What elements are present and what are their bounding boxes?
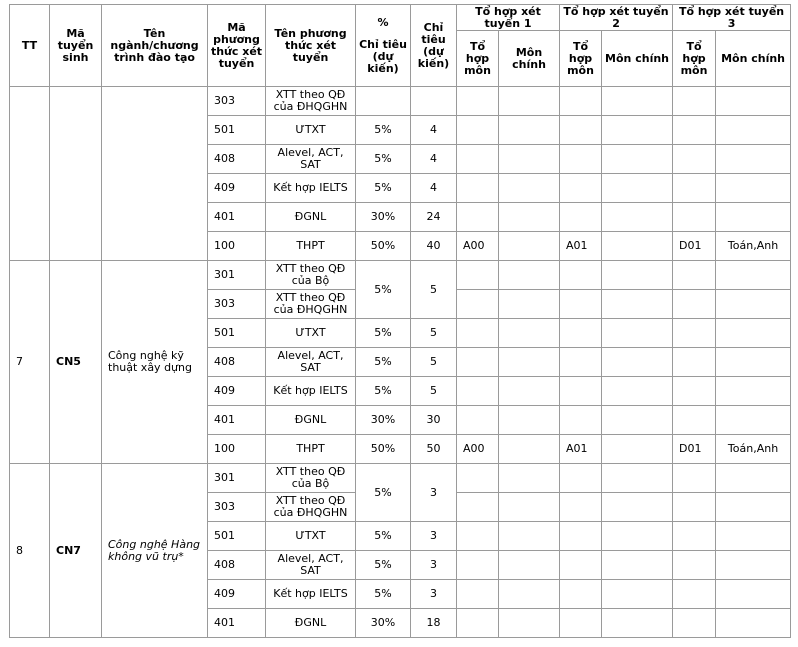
method-name: ĐGNL bbox=[266, 406, 356, 435]
header-to-hop-mon-3: Tổ hợp môn bbox=[673, 31, 716, 87]
header-to-hop-mon-1: Tổ hợp môn bbox=[457, 31, 499, 87]
method-pct: 5% bbox=[356, 522, 411, 551]
to-hop-mon-1 bbox=[457, 609, 499, 638]
mon-chinh-2 bbox=[602, 464, 673, 493]
method-pct: 50% bbox=[356, 232, 411, 261]
method-quota: 3 bbox=[411, 551, 457, 580]
method-pct: 5% bbox=[356, 319, 411, 348]
mon-chinh-3 bbox=[716, 203, 791, 232]
mon-chinh-1 bbox=[499, 551, 560, 580]
to-hop-mon-3 bbox=[673, 145, 716, 174]
header-tt: TT bbox=[10, 5, 50, 87]
table-row bbox=[10, 261, 791, 290]
method-quota: 18 bbox=[411, 609, 457, 638]
method-code: 409 bbox=[208, 174, 266, 203]
method-code: 401 bbox=[208, 609, 266, 638]
to-hop-mon-1 bbox=[457, 87, 499, 116]
mon-chinh-2 bbox=[602, 116, 673, 145]
to-hop-mon-2 bbox=[560, 493, 602, 522]
mon-chinh-3 bbox=[716, 348, 791, 377]
mon-chinh-1 bbox=[499, 116, 560, 145]
method-name: Alevel, ACT, SAT bbox=[266, 145, 356, 174]
method-code: 409 bbox=[208, 377, 266, 406]
to-hop-mon-3 bbox=[673, 290, 716, 319]
header-to-hop-1: Tổ hợp xét tuyển 1 bbox=[457, 5, 560, 31]
to-hop-mon-1 bbox=[457, 203, 499, 232]
header-ma-tuyen-sinh: Mã tuyển sinh bbox=[50, 5, 102, 87]
to-hop-mon-1 bbox=[457, 377, 499, 406]
to-hop-mon-1 bbox=[457, 174, 499, 203]
to-hop-mon-2 bbox=[560, 290, 602, 319]
to-hop-mon-2 bbox=[560, 522, 602, 551]
mon-chinh-2 bbox=[602, 87, 673, 116]
program-name: Công nghệ kỹ thuật xây dựng bbox=[102, 261, 208, 464]
method-quota: 5 bbox=[411, 319, 457, 348]
method-name: Kết hợp IELTS bbox=[266, 580, 356, 609]
method-code: 301 bbox=[208, 261, 266, 290]
to-hop-mon-1 bbox=[457, 319, 499, 348]
mon-chinh-2 bbox=[602, 319, 673, 348]
to-hop-mon-1 bbox=[457, 464, 499, 493]
to-hop-mon-2: A01 bbox=[560, 232, 602, 261]
to-hop-mon-1 bbox=[457, 522, 499, 551]
to-hop-mon-2 bbox=[560, 145, 602, 174]
method-code: 303 bbox=[208, 290, 266, 319]
method-pct: 5% bbox=[356, 377, 411, 406]
method-quota: 5 bbox=[411, 377, 457, 406]
method-name: Kết hợp IELTS bbox=[266, 174, 356, 203]
method-pct: 5% bbox=[356, 116, 411, 145]
header-to-hop-2: Tổ hợp xét tuyển 2 bbox=[560, 5, 673, 31]
method-quota: 4 bbox=[411, 145, 457, 174]
method-pct: 5% bbox=[356, 174, 411, 203]
mon-chinh-2 bbox=[602, 348, 673, 377]
method-name: XTT theo QĐ của ĐHQGHN bbox=[266, 87, 356, 116]
mon-chinh-1 bbox=[499, 406, 560, 435]
method-name: ĐGNL bbox=[266, 203, 356, 232]
method-code: 409 bbox=[208, 580, 266, 609]
header-chi-tieu: Chỉ tiêu (dự kiến) bbox=[411, 5, 457, 87]
mon-chinh-2 bbox=[602, 232, 673, 261]
mon-chinh-3 bbox=[716, 116, 791, 145]
to-hop-mon-1: A00 bbox=[457, 435, 499, 464]
mon-chinh-3 bbox=[716, 551, 791, 580]
to-hop-mon-3 bbox=[673, 203, 716, 232]
to-hop-mon-2 bbox=[560, 580, 602, 609]
to-hop-mon-3 bbox=[673, 377, 716, 406]
method-name: XTT theo QĐ của Bộ bbox=[266, 261, 356, 290]
to-hop-mon-3: D01 bbox=[673, 232, 716, 261]
to-hop-mon-2 bbox=[560, 87, 602, 116]
to-hop-mon-2 bbox=[560, 551, 602, 580]
method-pct: 5% bbox=[356, 348, 411, 377]
to-hop-mon-3 bbox=[673, 261, 716, 290]
method-name: ƯTXT bbox=[266, 116, 356, 145]
cont-tt-cell bbox=[10, 87, 50, 261]
to-hop-mon-3 bbox=[673, 116, 716, 145]
method-quota: 3 bbox=[411, 464, 457, 522]
mon-chinh-3 bbox=[716, 174, 791, 203]
to-hop-mon-3 bbox=[673, 319, 716, 348]
header-mon-chinh-3: Môn chính bbox=[716, 31, 791, 87]
method-code: 501 bbox=[208, 116, 266, 145]
header-mon-chinh-2: Môn chính bbox=[602, 31, 673, 87]
method-name: Alevel, ACT, SAT bbox=[266, 551, 356, 580]
method-code: 100 bbox=[208, 232, 266, 261]
cont-ma-cell bbox=[50, 87, 102, 261]
admissions-table bbox=[9, 4, 791, 638]
to-hop-mon-1 bbox=[457, 348, 499, 377]
to-hop-mon-3: D01 bbox=[673, 435, 716, 464]
to-hop-mon-3 bbox=[673, 348, 716, 377]
mon-chinh-1 bbox=[499, 435, 560, 464]
method-name: XTT theo QĐ của ĐHQGHN bbox=[266, 493, 356, 522]
cont-name-cell bbox=[102, 87, 208, 261]
mon-chinh-3 bbox=[716, 493, 791, 522]
method-pct bbox=[356, 87, 411, 116]
to-hop-mon-1 bbox=[457, 145, 499, 174]
mon-chinh-3 bbox=[716, 145, 791, 174]
header-ten-nganh: Tên ngành/chương trình đào tạo bbox=[102, 5, 208, 87]
mon-chinh-3 bbox=[716, 406, 791, 435]
method-pct: 5% bbox=[356, 551, 411, 580]
mon-chinh-3: Toán,Anh bbox=[716, 435, 791, 464]
method-name: THPT bbox=[266, 435, 356, 464]
mon-chinh-1 bbox=[499, 493, 560, 522]
header-row-1 bbox=[10, 5, 791, 31]
mon-chinh-2 bbox=[602, 290, 673, 319]
to-hop-mon-3 bbox=[673, 464, 716, 493]
method-name: THPT bbox=[266, 232, 356, 261]
to-hop-mon-1 bbox=[457, 290, 499, 319]
mon-chinh-2 bbox=[602, 551, 673, 580]
header-pct-label: % bbox=[377, 15, 389, 29]
method-quota: 40 bbox=[411, 232, 457, 261]
mon-chinh-3 bbox=[716, 464, 791, 493]
mon-chinh-1 bbox=[499, 145, 560, 174]
method-name: Kết hợp IELTS bbox=[266, 377, 356, 406]
method-code: 303 bbox=[208, 493, 266, 522]
to-hop-mon-1 bbox=[457, 551, 499, 580]
to-hop-mon-1 bbox=[457, 580, 499, 609]
group-code: CN7 bbox=[50, 464, 102, 638]
method-name: XTT theo QĐ của ĐHQGHN bbox=[266, 290, 356, 319]
mon-chinh-1 bbox=[499, 232, 560, 261]
program-name: Công nghệ Hàng không vũ trụ* bbox=[102, 464, 208, 638]
mon-chinh-2 bbox=[602, 174, 673, 203]
mon-chinh-2 bbox=[602, 145, 673, 174]
mon-chinh-3 bbox=[716, 87, 791, 116]
table-row bbox=[10, 87, 791, 116]
to-hop-mon-3 bbox=[673, 87, 716, 116]
header-mon-chinh-1: Môn chính bbox=[499, 31, 560, 87]
mon-chinh-1 bbox=[499, 377, 560, 406]
to-hop-mon-2 bbox=[560, 319, 602, 348]
method-name: XTT theo QĐ của Bộ bbox=[266, 464, 356, 493]
mon-chinh-3 bbox=[716, 609, 791, 638]
mon-chinh-3 bbox=[716, 522, 791, 551]
method-pct: 5% bbox=[356, 580, 411, 609]
method-pct: 5% bbox=[356, 464, 411, 522]
mon-chinh-1 bbox=[499, 464, 560, 493]
to-hop-mon-3 bbox=[673, 493, 716, 522]
group-tt: 8 bbox=[10, 464, 50, 638]
to-hop-mon-3 bbox=[673, 580, 716, 609]
mon-chinh-3: Toán,Anh bbox=[716, 232, 791, 261]
to-hop-mon-3 bbox=[673, 174, 716, 203]
method-name: ĐGNL bbox=[266, 609, 356, 638]
method-quota bbox=[411, 87, 457, 116]
mon-chinh-2 bbox=[602, 522, 673, 551]
to-hop-mon-3 bbox=[673, 406, 716, 435]
mon-chinh-1 bbox=[499, 348, 560, 377]
method-quota: 30 bbox=[411, 406, 457, 435]
method-quota: 5 bbox=[411, 261, 457, 319]
header-ten-phuong-thuc: Tên phương thức xét tuyển bbox=[266, 5, 356, 87]
to-hop-mon-2 bbox=[560, 174, 602, 203]
to-hop-mon-1: A00 bbox=[457, 232, 499, 261]
to-hop-mon-2 bbox=[560, 609, 602, 638]
method-pct: 30% bbox=[356, 609, 411, 638]
mon-chinh-2 bbox=[602, 609, 673, 638]
method-pct: 5% bbox=[356, 261, 411, 319]
method-quota: 5 bbox=[411, 348, 457, 377]
to-hop-mon-2 bbox=[560, 348, 602, 377]
to-hop-mon-1 bbox=[457, 493, 499, 522]
to-hop-mon-2 bbox=[560, 377, 602, 406]
mon-chinh-2 bbox=[602, 580, 673, 609]
header-pct-sub: Chỉ tiêu (dự kiến) bbox=[359, 37, 407, 75]
to-hop-mon-2: A01 bbox=[560, 435, 602, 464]
mon-chinh-3 bbox=[716, 580, 791, 609]
method-code: 408 bbox=[208, 348, 266, 377]
group-code: CN5 bbox=[50, 261, 102, 464]
header-ma-phuong-thuc: Mã phương thức xét tuyển bbox=[208, 5, 266, 87]
to-hop-mon-1 bbox=[457, 116, 499, 145]
to-hop-mon-3 bbox=[673, 551, 716, 580]
to-hop-mon-3 bbox=[673, 609, 716, 638]
method-code: 301 bbox=[208, 464, 266, 493]
method-code: 501 bbox=[208, 522, 266, 551]
method-quota: 4 bbox=[411, 116, 457, 145]
to-hop-mon-2 bbox=[560, 116, 602, 145]
method-pct: 30% bbox=[356, 406, 411, 435]
method-quota: 24 bbox=[411, 203, 457, 232]
to-hop-mon-1 bbox=[457, 406, 499, 435]
header-pct bbox=[356, 5, 411, 87]
to-hop-mon-2 bbox=[560, 203, 602, 232]
mon-chinh-3 bbox=[716, 261, 791, 290]
method-quota: 3 bbox=[411, 522, 457, 551]
method-code: 401 bbox=[208, 203, 266, 232]
mon-chinh-2 bbox=[602, 203, 673, 232]
method-quota: 3 bbox=[411, 580, 457, 609]
method-code: 408 bbox=[208, 551, 266, 580]
method-code: 100 bbox=[208, 435, 266, 464]
method-code: 401 bbox=[208, 406, 266, 435]
header-to-hop-mon-2: Tổ hợp môn bbox=[560, 31, 602, 87]
mon-chinh-1 bbox=[499, 87, 560, 116]
mon-chinh-1 bbox=[499, 290, 560, 319]
method-name: ƯTXT bbox=[266, 522, 356, 551]
mon-chinh-1 bbox=[499, 609, 560, 638]
to-hop-mon-3 bbox=[673, 522, 716, 551]
to-hop-mon-1 bbox=[457, 261, 499, 290]
mon-chinh-1 bbox=[499, 174, 560, 203]
group-tt: 7 bbox=[10, 261, 50, 464]
to-hop-mon-2 bbox=[560, 464, 602, 493]
mon-chinh-2 bbox=[602, 493, 673, 522]
mon-chinh-3 bbox=[716, 377, 791, 406]
mon-chinh-2 bbox=[602, 377, 673, 406]
method-pct: 5% bbox=[356, 145, 411, 174]
method-name: ƯTXT bbox=[266, 319, 356, 348]
to-hop-mon-2 bbox=[560, 261, 602, 290]
table-row bbox=[10, 464, 791, 493]
mon-chinh-1 bbox=[499, 580, 560, 609]
mon-chinh-1 bbox=[499, 319, 560, 348]
mon-chinh-2 bbox=[602, 261, 673, 290]
method-code: 501 bbox=[208, 319, 266, 348]
method-name: Alevel, ACT, SAT bbox=[266, 348, 356, 377]
method-code: 408 bbox=[208, 145, 266, 174]
to-hop-mon-2 bbox=[560, 406, 602, 435]
method-pct: 30% bbox=[356, 203, 411, 232]
method-quota: 4 bbox=[411, 174, 457, 203]
mon-chinh-2 bbox=[602, 406, 673, 435]
method-pct: 50% bbox=[356, 435, 411, 464]
header-to-hop-3: Tổ hợp xét tuyển 3 bbox=[673, 5, 791, 31]
mon-chinh-2 bbox=[602, 435, 673, 464]
mon-chinh-1 bbox=[499, 203, 560, 232]
method-code: 303 bbox=[208, 87, 266, 116]
method-quota: 50 bbox=[411, 435, 457, 464]
mon-chinh-3 bbox=[716, 319, 791, 348]
mon-chinh-1 bbox=[499, 522, 560, 551]
mon-chinh-3 bbox=[716, 290, 791, 319]
mon-chinh-1 bbox=[499, 261, 560, 290]
